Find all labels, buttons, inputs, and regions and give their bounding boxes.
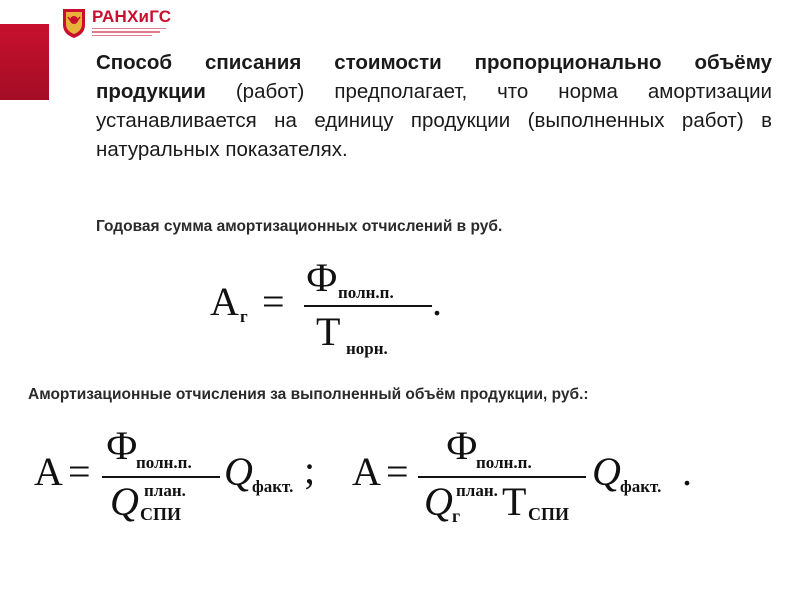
formula-denominator-2: Т	[502, 479, 527, 524]
output-depreciation-formula-1	[34, 423, 334, 530]
formula-equals: =	[386, 449, 409, 494]
formula-numerator: Ф	[106, 423, 138, 468]
logo-name: РАНХиГС	[92, 6, 172, 26]
formula-lhs: А	[34, 449, 63, 494]
formula-fraction-bar	[102, 476, 220, 478]
formula-denominator: Q	[424, 479, 453, 524]
formula-denominator-sub: г	[452, 506, 461, 526]
intro-bold-text: Способ списания стоимости пропорционально объёму продукции	[96, 51, 772, 103]
formula-multiplier-sub: факт.	[620, 477, 662, 496]
formula-lhs-sub: г	[240, 307, 248, 326]
formula-multiplier: Q	[592, 449, 621, 494]
formula-lhs: А	[210, 279, 239, 324]
formula-multiplier-sub: факт.	[252, 477, 294, 496]
formula-denominator-sup: план.	[456, 481, 498, 500]
logo	[60, 4, 171, 40]
formula-numerator: Ф	[446, 423, 478, 468]
formula-numerator-sub: полн.п.	[136, 453, 192, 472]
logo-subtitle-lines	[92, 28, 171, 37]
intro-regular-text: (работ) предполагает, что норма амортизации устанавливается на единицу продукции (выполненных работ) в натуральных показателях.	[96, 80, 772, 161]
output-depreciation-formula-2	[352, 423, 702, 530]
formula-equals: =	[262, 279, 285, 324]
double-headed-eagle-emblem-icon	[60, 5, 88, 39]
section1-heading: Годовая сумма амортизационных отчислений в руб.	[96, 218, 503, 235]
formula-denominator: Q	[110, 479, 139, 524]
formula-denominator: Т	[316, 309, 341, 354]
formula-fraction-bar	[304, 305, 432, 307]
formula-numerator-sub: полн.п.	[476, 453, 532, 472]
formula-end-dot: .	[432, 279, 442, 324]
formula-lhs: А	[352, 449, 381, 494]
accent-bar	[0, 24, 49, 100]
annual-depreciation-formula	[210, 255, 450, 362]
formula-denominator-sub: норн.	[346, 339, 388, 358]
formula-multiplier: Q	[224, 449, 253, 494]
formula-fraction-bar	[418, 476, 586, 478]
formula-denominator-sup: план.	[144, 481, 186, 500]
formula-numerator-sub: полн.п.	[338, 283, 394, 302]
intro-paragraph	[96, 48, 772, 164]
formula-denominator-sub: СПИ	[140, 504, 182, 524]
formula-numerator: Ф	[306, 255, 338, 300]
formula-end-semicolon: ;	[304, 447, 316, 492]
formula-denominator-2-sub: СПИ	[528, 504, 570, 524]
section2-heading: Амортизационные отчисления за выполненный объём продукции, руб.:	[28, 386, 589, 403]
formula-equals: =	[68, 449, 91, 494]
formula-end-dot: .	[682, 449, 692, 494]
